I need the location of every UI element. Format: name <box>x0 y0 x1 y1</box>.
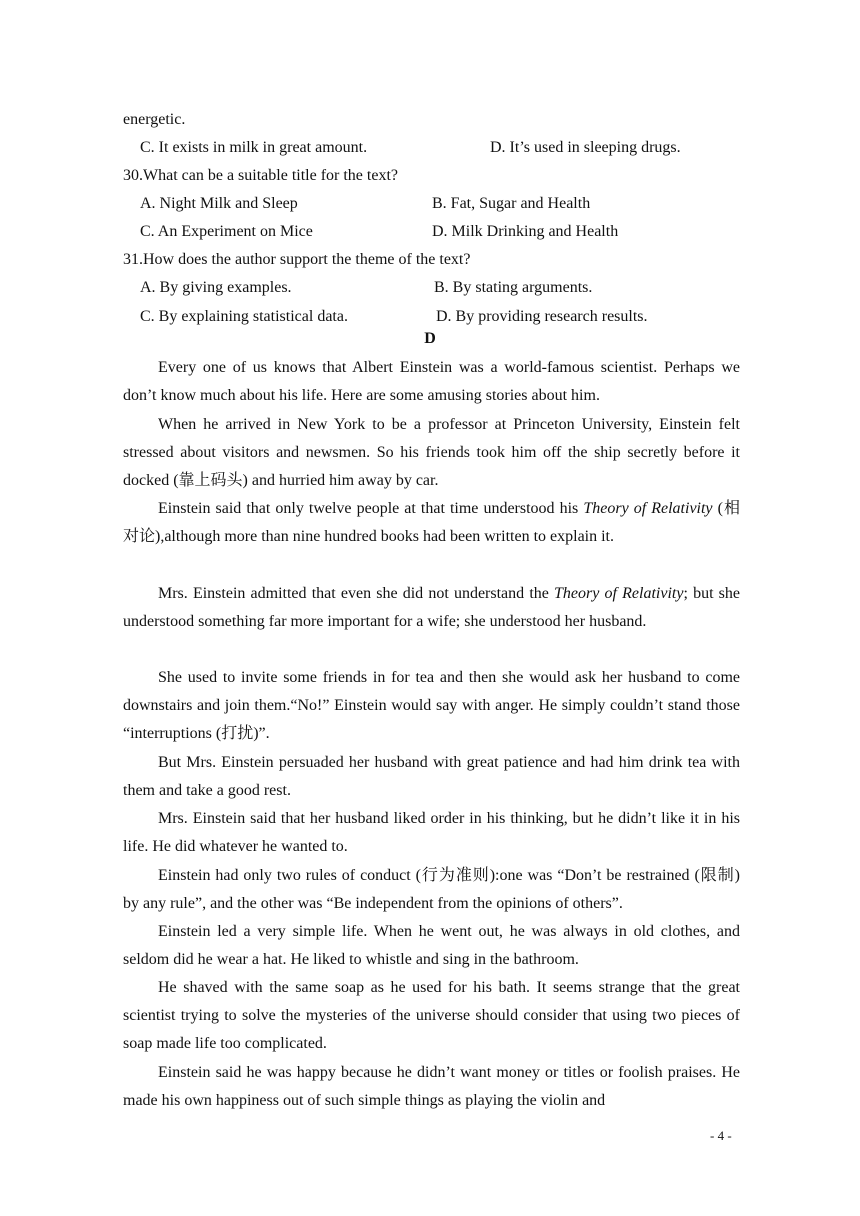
q29-option-c: C. It exists in milk in great amount. <box>140 139 368 156</box>
page-number: - 4 - <box>710 1128 732 1143</box>
paragraph-1: Every one of us knows that Albert Einstein was a world-famous scientist. Perhaps we don’t know much about his life. Here are some amusing stories about him. <box>123 359 740 405</box>
paragraph-5: She used to invite some friends in for tea and then she would ask her husband to come downstairs and join them.“No!” Einstein would say with anger. He simply couldn’t stand those “interruptions (打扰)”. <box>123 669 740 743</box>
q30-option-c: C. An Experiment on Mice <box>140 223 313 240</box>
paragraph-3-text-b: (相对论),although more than nine hundred books had been written to explain it. <box>123 500 740 546</box>
paragraph-4 <box>123 580 740 636</box>
section-heading: D <box>424 330 436 347</box>
paragraph-3 <box>123 495 740 551</box>
paragraph-11: Einstein said he was happy because he didn’t want money or titles or foolish praises. He made his own happiness out of such simple things as playing the violin and <box>123 1064 740 1110</box>
q31-option-b: B. By stating arguments. <box>434 279 593 296</box>
paragraph-3-text-a: Einstein said that only twelve people at that time understood his <box>158 500 584 517</box>
paragraph-4-italic: Theory of Relativity <box>554 585 684 602</box>
paragraph-9: Einstein led a very simple life. When he went out, he was always in old clothes, and seldom did he wear a hat. He liked to whistle and sing in the bathroom. <box>123 923 740 969</box>
paragraph-6: But Mrs. Einstein persuaded her husband with great patience and had him drink tea with them and take a good rest. <box>123 754 740 800</box>
paragraph-3-italic: Theory of Relativity <box>583 500 713 517</box>
q29-option-d: D. It’s used in sleeping drugs. <box>490 139 681 156</box>
q31-option-c: C. By explaining statistical data. <box>140 308 348 325</box>
paragraph-4-text-a: Mrs. Einstein admitted that even she did not understand the <box>158 585 555 602</box>
paragraph-2: When he arrived in New York to be a professor at Princeton University, Einstein felt stressed about visitors and newsmen. So his friends took him off the ship secretly before it docked (靠上码头) and hurried him away by car. <box>123 416 740 490</box>
paragraph-7: Mrs. Einstein said that her husband liked order in his thinking, but he didn’t like it in his life. He did whatever he wanted to. <box>123 810 740 856</box>
paragraph-10: He shaved with the same soap as he used for his bath. It seems strange that the great scientist trying to solve the mysteries of the universe should consider that using two pieces of soap made life too complicated. <box>123 979 740 1053</box>
paragraph-4-text-b: ; but she understood something far more important for a wife; she understood her husband. <box>123 585 741 631</box>
q30-option-a: A. Night Milk and Sleep <box>140 195 298 212</box>
q30-question: 30.What can be a suitable title for the text? <box>123 167 398 184</box>
top-fragment: energetic. <box>123 111 186 128</box>
paragraph-8: Einstein had only two rules of conduct (行为准则):one was “Don’t be restrained (限制) by any rule”, and the other was “Be independent from the opinions of others”. <box>123 867 740 913</box>
q31-option-a: A. By giving examples. <box>140 279 292 296</box>
q31-question: 31.How does the author support the theme of the text? <box>123 251 471 268</box>
q30-option-b: B. Fat, Sugar and Health <box>432 195 591 212</box>
q31-option-d: D. By providing research results. <box>436 308 648 325</box>
q30-option-d: D. Milk Drinking and Health <box>432 223 619 240</box>
